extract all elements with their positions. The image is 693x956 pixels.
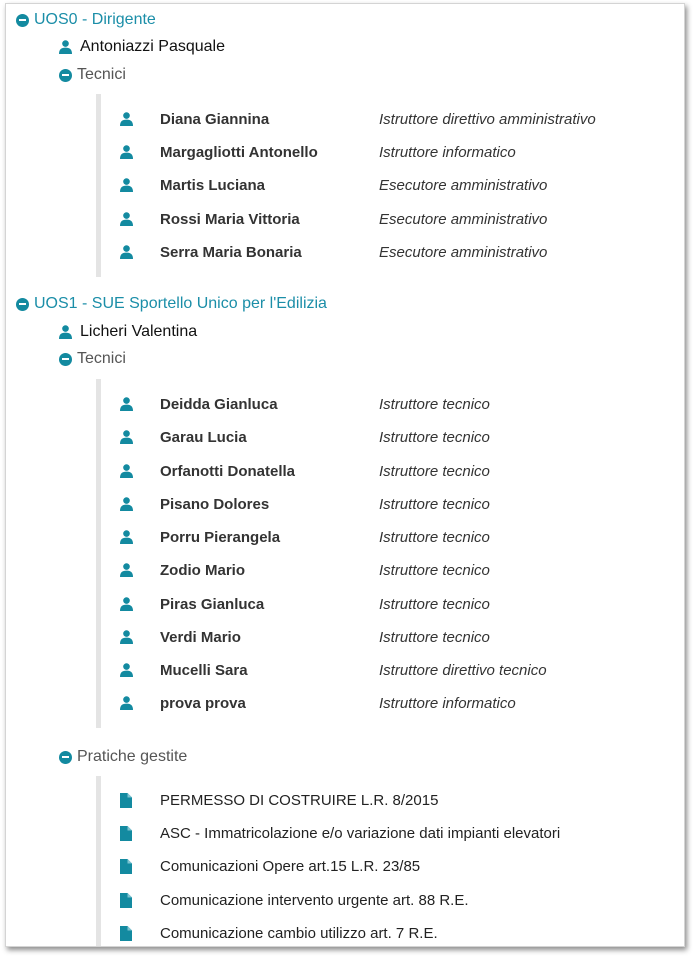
member-row (120, 660, 680, 680)
member-name: prova prova (160, 694, 246, 712)
unit-uos0-header[interactable] (16, 9, 156, 31)
collapse-minus-icon[interactable] (59, 69, 72, 82)
practice-label[interactable]: Comunicazione intervento urgente art. 88 R.E. (160, 891, 469, 909)
member-role: Istruttore tecnico (379, 595, 490, 613)
member-role: Istruttore tecnico (379, 495, 490, 513)
user-icon (120, 663, 133, 677)
user-icon (59, 40, 72, 54)
unit-head-person (59, 321, 197, 343)
member-role: Istruttore tecnico (379, 395, 490, 413)
member-row (120, 109, 680, 129)
unit-head-person (59, 36, 225, 58)
practice-label[interactable]: PERMESSO DI COSTRUIRE L.R. 8/2015 (160, 791, 439, 809)
unit-title[interactable]: UOS0 - Dirigente (34, 11, 156, 28)
practice-label[interactable]: Comunicazioni Opere art.15 L.R. 23/85 (160, 857, 421, 875)
file-icon (120, 926, 132, 941)
unit-head-name: Antoniazzi Pasquale (80, 38, 225, 55)
user-icon (120, 597, 133, 611)
member-row (120, 494, 680, 514)
group-tecnici-header[interactable] (59, 64, 126, 86)
member-role: Esecutore amministrativo (379, 176, 548, 194)
user-icon (59, 325, 72, 339)
member-name: Porru Pierangela (160, 528, 281, 546)
user-icon (120, 696, 133, 710)
member-row (120, 693, 680, 713)
member-role: Istruttore direttivo amministrativo (379, 110, 596, 128)
file-icon (120, 859, 132, 874)
tree-rail (96, 379, 101, 728)
group-title[interactable]: Tecnici (77, 66, 126, 83)
member-name: Serra Maria Bonaria (160, 243, 302, 261)
user-icon (120, 497, 133, 511)
member-role: Istruttore direttivo tecnico (379, 661, 547, 679)
member-row (120, 461, 680, 481)
member-row (120, 209, 680, 229)
member-role: Istruttore tecnico (379, 428, 490, 446)
user-icon (120, 630, 133, 644)
practice-item[interactable] (120, 823, 680, 843)
member-name: Margagliotti Antonello (160, 143, 318, 161)
user-icon (120, 245, 133, 259)
organization-tree-panel (5, 3, 685, 947)
member-row (120, 242, 680, 262)
user-icon (120, 563, 133, 577)
practice-label[interactable]: ASC - Immatricolazione e/o variazione dati impianti elevatori (160, 824, 561, 842)
file-icon (120, 893, 132, 908)
member-row (120, 175, 680, 195)
practice-item[interactable] (120, 923, 680, 943)
member-name: Pisano Dolores (160, 495, 270, 513)
collapse-minus-icon[interactable] (59, 751, 72, 764)
member-name: Garau Lucia (160, 428, 247, 446)
member-role: Esecutore amministrativo (379, 243, 548, 261)
member-name: Diana Giannina (160, 110, 270, 128)
user-icon (120, 145, 133, 159)
member-role: Istruttore tecnico (379, 462, 490, 480)
practice-item[interactable] (120, 790, 680, 810)
member-role: Istruttore tecnico (379, 628, 490, 646)
member-name: Zodio Mario (160, 561, 245, 579)
user-icon (120, 530, 133, 544)
unit-uos1-header[interactable] (16, 293, 327, 315)
user-icon (120, 430, 133, 444)
member-role: Istruttore tecnico (379, 528, 490, 546)
member-row (120, 142, 680, 162)
tree-rail (96, 94, 101, 277)
practice-label[interactable]: Comunicazione cambio utilizzo art. 7 R.E. (160, 924, 438, 942)
unit-head-name: Licheri Valentina (80, 323, 198, 340)
file-icon (120, 793, 132, 808)
file-icon (120, 826, 132, 841)
member-name: Verdi Mario (160, 628, 241, 646)
group-title[interactable]: Tecnici (77, 350, 126, 367)
user-icon (120, 178, 133, 192)
collapse-minus-icon[interactable] (16, 298, 29, 311)
member-role: Istruttore informatico (379, 143, 516, 161)
group-tecnici-header[interactable] (59, 348, 126, 370)
member-row (120, 627, 680, 647)
member-name: Mucelli Sara (160, 661, 248, 679)
group-pratiche-header[interactable] (59, 746, 187, 768)
tree-rail (96, 776, 101, 947)
unit-title[interactable]: UOS1 - SUE Sportello Unico per l'Edilizia (34, 295, 327, 312)
user-icon (120, 397, 133, 411)
member-name: Martis Luciana (160, 176, 266, 194)
user-icon (120, 112, 133, 126)
member-row (120, 560, 680, 580)
member-role: Istruttore tecnico (379, 561, 490, 579)
member-row (120, 527, 680, 547)
collapse-minus-icon[interactable] (59, 353, 72, 366)
group-title[interactable]: Pratiche gestite (77, 748, 188, 765)
practice-item[interactable] (120, 890, 680, 910)
practice-item[interactable] (120, 856, 680, 876)
member-name: Orfanotti Donatella (160, 462, 296, 480)
collapse-minus-icon[interactable] (16, 14, 29, 27)
member-row (120, 594, 680, 614)
member-name: Rossi Maria Vittoria (160, 210, 300, 228)
member-role: Istruttore informatico (379, 694, 516, 712)
user-icon (120, 464, 133, 478)
member-row (120, 394, 680, 414)
member-name: Piras Gianluca (160, 595, 265, 613)
user-icon (120, 212, 133, 226)
member-row (120, 427, 680, 447)
member-role: Esecutore amministrativo (379, 210, 548, 228)
member-name: Deidda Gianluca (160, 395, 278, 413)
